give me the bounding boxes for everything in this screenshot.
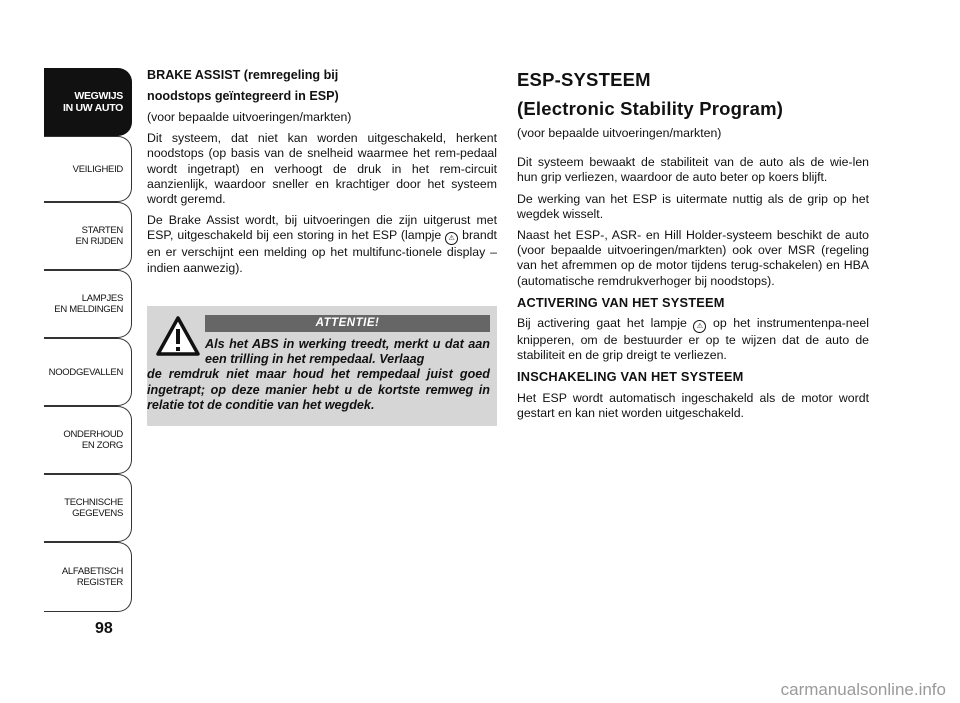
left-column — [147, 68, 497, 282]
esp-para-1: Dit systeem bewaakt de stabiliteit van de auto als de wie-len hun grip verliezen, waardoor de auto beter op koers blijft. — [517, 155, 869, 185]
right-column — [517, 68, 869, 427]
switch-on-text: Het ESP wordt automatisch ingeschakeld als de motor wordt gestart en kan niet worden uitgeschakeld. — [517, 390, 869, 420]
esp-warning-lamp-icon: ⚠ — [693, 320, 706, 333]
tab-wegwijs[interactable] — [44, 68, 132, 136]
switch-on-heading: INSCHAKELING VAN HET SYSTEEM — [517, 369, 744, 385]
tab-starten[interactable] — [44, 202, 132, 270]
esp-warning-lamp-icon: ⚠ — [445, 232, 458, 245]
attention-text-first: Als het ABS in werking treedt, merkt u dat aan een trilling in het rempedaal. Verlaag — [205, 337, 490, 367]
brake-assist-heading-2: noodstops geïntegreerd in ESP) — [147, 89, 339, 103]
tab-label: VEILIGHEID — [72, 163, 123, 175]
brake-assist-subtitle: (voor bepaalde uitvoeringen/markten) — [147, 110, 352, 124]
attention-text-rest: de remdruk niet maar houd het rempedaal juist goed ingetrapt; op deze manier hebt u de kortste remweg in relatie tot de conditie van het wegdek. — [147, 367, 490, 412]
tab-register[interactable] — [44, 542, 132, 612]
tab-lampjes[interactable] — [44, 270, 132, 338]
brake-assist-para-2 — [147, 213, 497, 276]
activation-text — [517, 316, 869, 363]
tab-noodgevallen[interactable] — [44, 338, 132, 406]
tab-onderhoud[interactable] — [44, 406, 132, 474]
para2-text-a: De Brake Assist wordt, bij uitvoeringen die zijn uitgerust met ESP, uitgeschakeld bij een storing in het ESP (lampje — [147, 213, 497, 243]
esp-para-3: Naast het ESP-, ASR- en Hill Holder-systeem beschikt de auto (voor bepaalde uitvoeringen/markten) ook over MSR (regeling van het afremmen op de motor tijdens terug-schakelen) en HBA (automatische remdrukverhoger bij noodstops). — [517, 228, 869, 288]
tab-veiligheid[interactable] — [44, 136, 132, 202]
attention-text — [147, 337, 490, 413]
attention-box — [147, 306, 497, 426]
para2-text-b: brandt en er verschijnt een melding op het multifunc-tionele display – indien aanwezig). — [147, 228, 497, 275]
esp-subtitle: (voor bepaalde uitvoeringen/markten) — [517, 126, 722, 140]
page-number: 98 — [95, 620, 113, 637]
watermark: carmanualsonline.info — [780, 680, 946, 699]
tab-label: TECHNISCHE GEGEVENS — [64, 497, 123, 519]
tab-label: ONDERHOUD EN ZORG — [63, 429, 123, 451]
tab-label: NOODGEVALLEN — [48, 366, 123, 378]
brake-assist-para-1: Dit systeem, dat niet kan worden uitgeschakeld, herkent noodstops (op basis van de snelheid waarmee het rem-pedaal wordt ingetrapt) en verhoogt de druk in het rem-circuit aanzienlijk, waardoor sneller en krachtiger door het systeem wordt geremd. — [147, 131, 497, 207]
esp-para-2: De werking van het ESP is uitermate nuttig als de grip op het wegdek wisselt. — [517, 191, 869, 221]
tab-label: STARTEN EN RIJDEN — [75, 225, 123, 247]
brake-assist-heading-1: BRAKE ASSIST (remregeling bij — [147, 68, 339, 82]
tab-label: ALFABETISCH REGISTER — [61, 566, 123, 588]
tab-technische[interactable] — [44, 474, 132, 542]
esp-title-1: ESP-SYSTEEM — [517, 69, 651, 90]
activation-text-a: Bij activering gaat het lampje — [517, 316, 687, 331]
esp-title-2: (Electronic Stability Program) — [517, 98, 784, 119]
tab-label: WEGWIJS IN UW AUTO — [63, 90, 123, 114]
activation-text-b: op het instrumentenpa-neel knipperen, om de bestuurder er op te wijzen dat de auto de stabiliteit en de grip dreigt te verliezen. — [517, 316, 870, 363]
attention-title: ATTENTIE! — [205, 315, 490, 332]
tab-label: LAMPJES EN MELDINGEN — [54, 293, 123, 315]
activation-heading: ACTIVERING VAN HET SYSTEEM — [517, 294, 725, 310]
